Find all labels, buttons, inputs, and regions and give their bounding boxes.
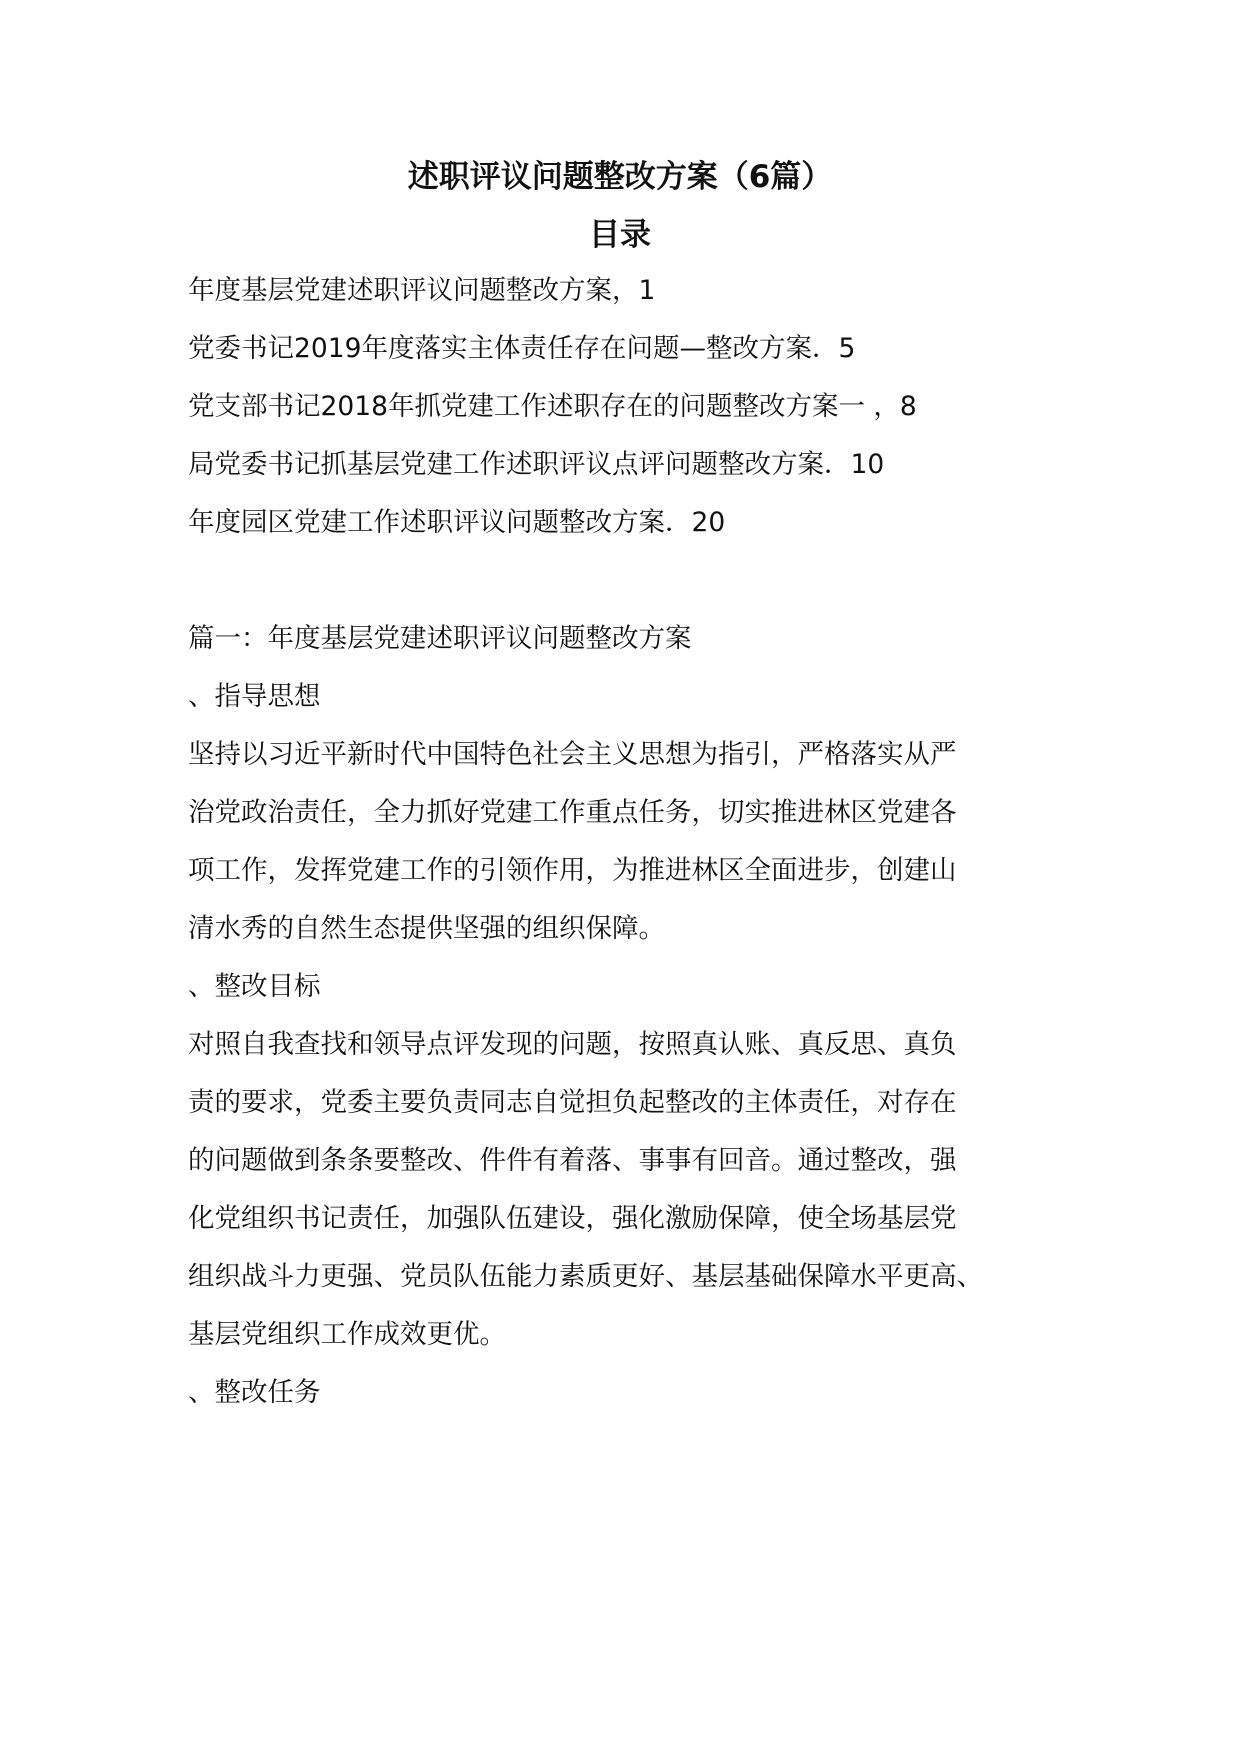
toc-entry[interactable]: 年度园区党建工作述职评议问题整改方案．20 [188, 507, 726, 538]
toc-entry[interactable]: 党支部书记2018年抓党建工作述职存在的问题整改方案一 ，8 [188, 391, 917, 422]
paragraph-line: 治党政治责任，全力抓好党建工作重点任务，切实推进林区党建各 [188, 797, 957, 828]
paragraph-line: 的问题做到条条要整改、件件有着落、事事有回音。通过整改，强 [188, 1145, 957, 1176]
section-heading: 篇一：年度基层党建述职评议问题整改方案 [188, 623, 692, 654]
paragraph-line: 责的要求，党委主要负责同志自觉担负起整改的主体责任，对存在 [188, 1087, 957, 1118]
subheading-guide: 、指导思想 [188, 681, 321, 712]
document-title: 述职评议问题整改方案（6篇） [407, 159, 833, 195]
paragraph-line: 化党组织书记责任，加强队伍建设，强化激励保障，使全场基层党 [188, 1203, 957, 1234]
toc-entry[interactable]: 局党委书记抓基层党建工作述职评议点评问题整改方案．10 [188, 449, 885, 480]
toc-entry[interactable]: 年度基层党建述职评议问题整改方案，1 [188, 275, 656, 306]
toc-entry[interactable]: 党委书记2019年度落实主体责任存在问题—整改方案．5 [188, 333, 856, 364]
paragraph-line: 对照自我查找和领导点评发现的问题，按照真认账、真反思、真负 [188, 1029, 957, 1060]
paragraph-line: 坚持以习近平新时代中国特色社会主义思想为指引，严格落实从严 [188, 739, 957, 770]
paragraph-line: 基层党组织工作成效更优。 [188, 1319, 506, 1350]
toc-heading: 目录 [589, 217, 651, 253]
paragraph-line: 项工作，发挥党建工作的引领作用，为推进林区全面进步，创建山 [188, 855, 957, 886]
paragraph-line: 清水秀的自然生态提供坚强的组织保障。 [188, 913, 665, 944]
paragraph-line: 组织战斗力更强、党员队伍能力素质更好、基层基础保障水平更高、 [188, 1261, 983, 1292]
subheading-goal: 、整改目标 [188, 971, 321, 1002]
subheading-task: 、整改任务 [188, 1377, 321, 1408]
